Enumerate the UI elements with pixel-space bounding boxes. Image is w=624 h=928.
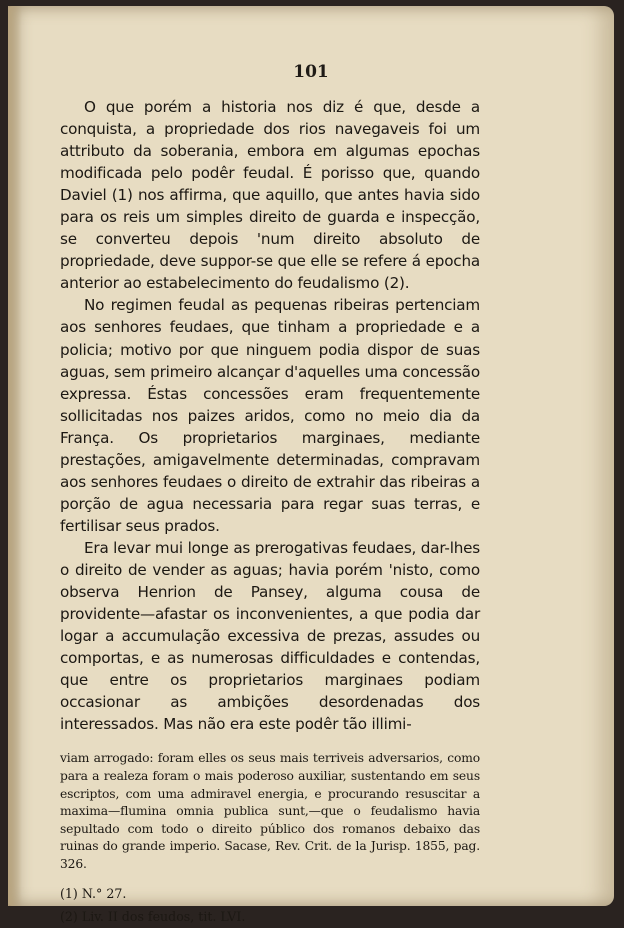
paragraph: O que porém a historia nos diz é que, desde a conquista, a propriedade dos rios navegaveis foi um attributo da soberania, embora em algumas epochas modificada pelo podêr feudal. É porisso que, quando Daviel (1) nos affirma, que aquillo, que antes havia sido para os reis um simples direito de guarda e inspecção, se converteu depois 'num direito absoluto de propriedade, deve suppor-se que elle se refere á epocha anterior ao estabelecimento do feudalismo (2). [60, 98, 480, 293]
book-page [8, 6, 614, 924]
footnote: (2) Liv. II dos feudos, tit. LVI. [60, 908, 246, 924]
main-text [60, 96, 480, 735]
page-gutter-shadow [8, 6, 22, 906]
page-number: 101 [293, 62, 329, 82]
paragraph: Era levar mui longe as prerogativas feudaes, dar-lhes o direito de vender as aguas; havia porém 'nisto, como observa Henrion de Pansey, alguma cousa de providente—afastar os inconvenientes, a que podia dar logar a accumulação excessiva de prezas, assudes ou comportas, e as numerosas difficuldades e contendas, que entre os proprietarios marginaes podiam occasionar as ambições desordenadas dos interessados. Mas não era este podêr tão illimi- [60, 538, 480, 734]
page-body [60, 96, 480, 928]
footnote-references [60, 882, 480, 928]
footnote-block [60, 750, 480, 873]
footnote-continuation: viam arrogado: foram elles os seus mais terriveis adversarios, como para a realeza foram o mais poderoso auxiliar, sustentando em seus escriptos, com uma admiravel energia, e procurando resuscitar a maxima—flumina omnia publica sunt,—que o feudalismo havia sepultado com todo o direito público dos romanos debaixo das ruinas do grande imperio. Sacase, Rev. Crit. de la Jurisp. 1855, pag. 326. [60, 751, 480, 871]
paragraph: No regimen feudal as pequenas ribeiras pertenciam aos senhores feudaes, que tinham a propriedade e a policia; motivo por que ninguem podia dispor de suas aguas, sem primeiro alcançar d'aquelles uma concessão expressa. Éstas concessões eram frequentemente sollicitadas nos paizes aridos, como no meio dia da França. Os proprietarios marginaes, mediante prestações, amigavelmente determinadas, compravam aos senhores feudaes o direito de extrahir das ribeiras a porção de agua necessaria para regar suas terras, e fertilisar seus prados. [60, 296, 480, 535]
footnote: (1) N.° 27. [60, 885, 127, 901]
